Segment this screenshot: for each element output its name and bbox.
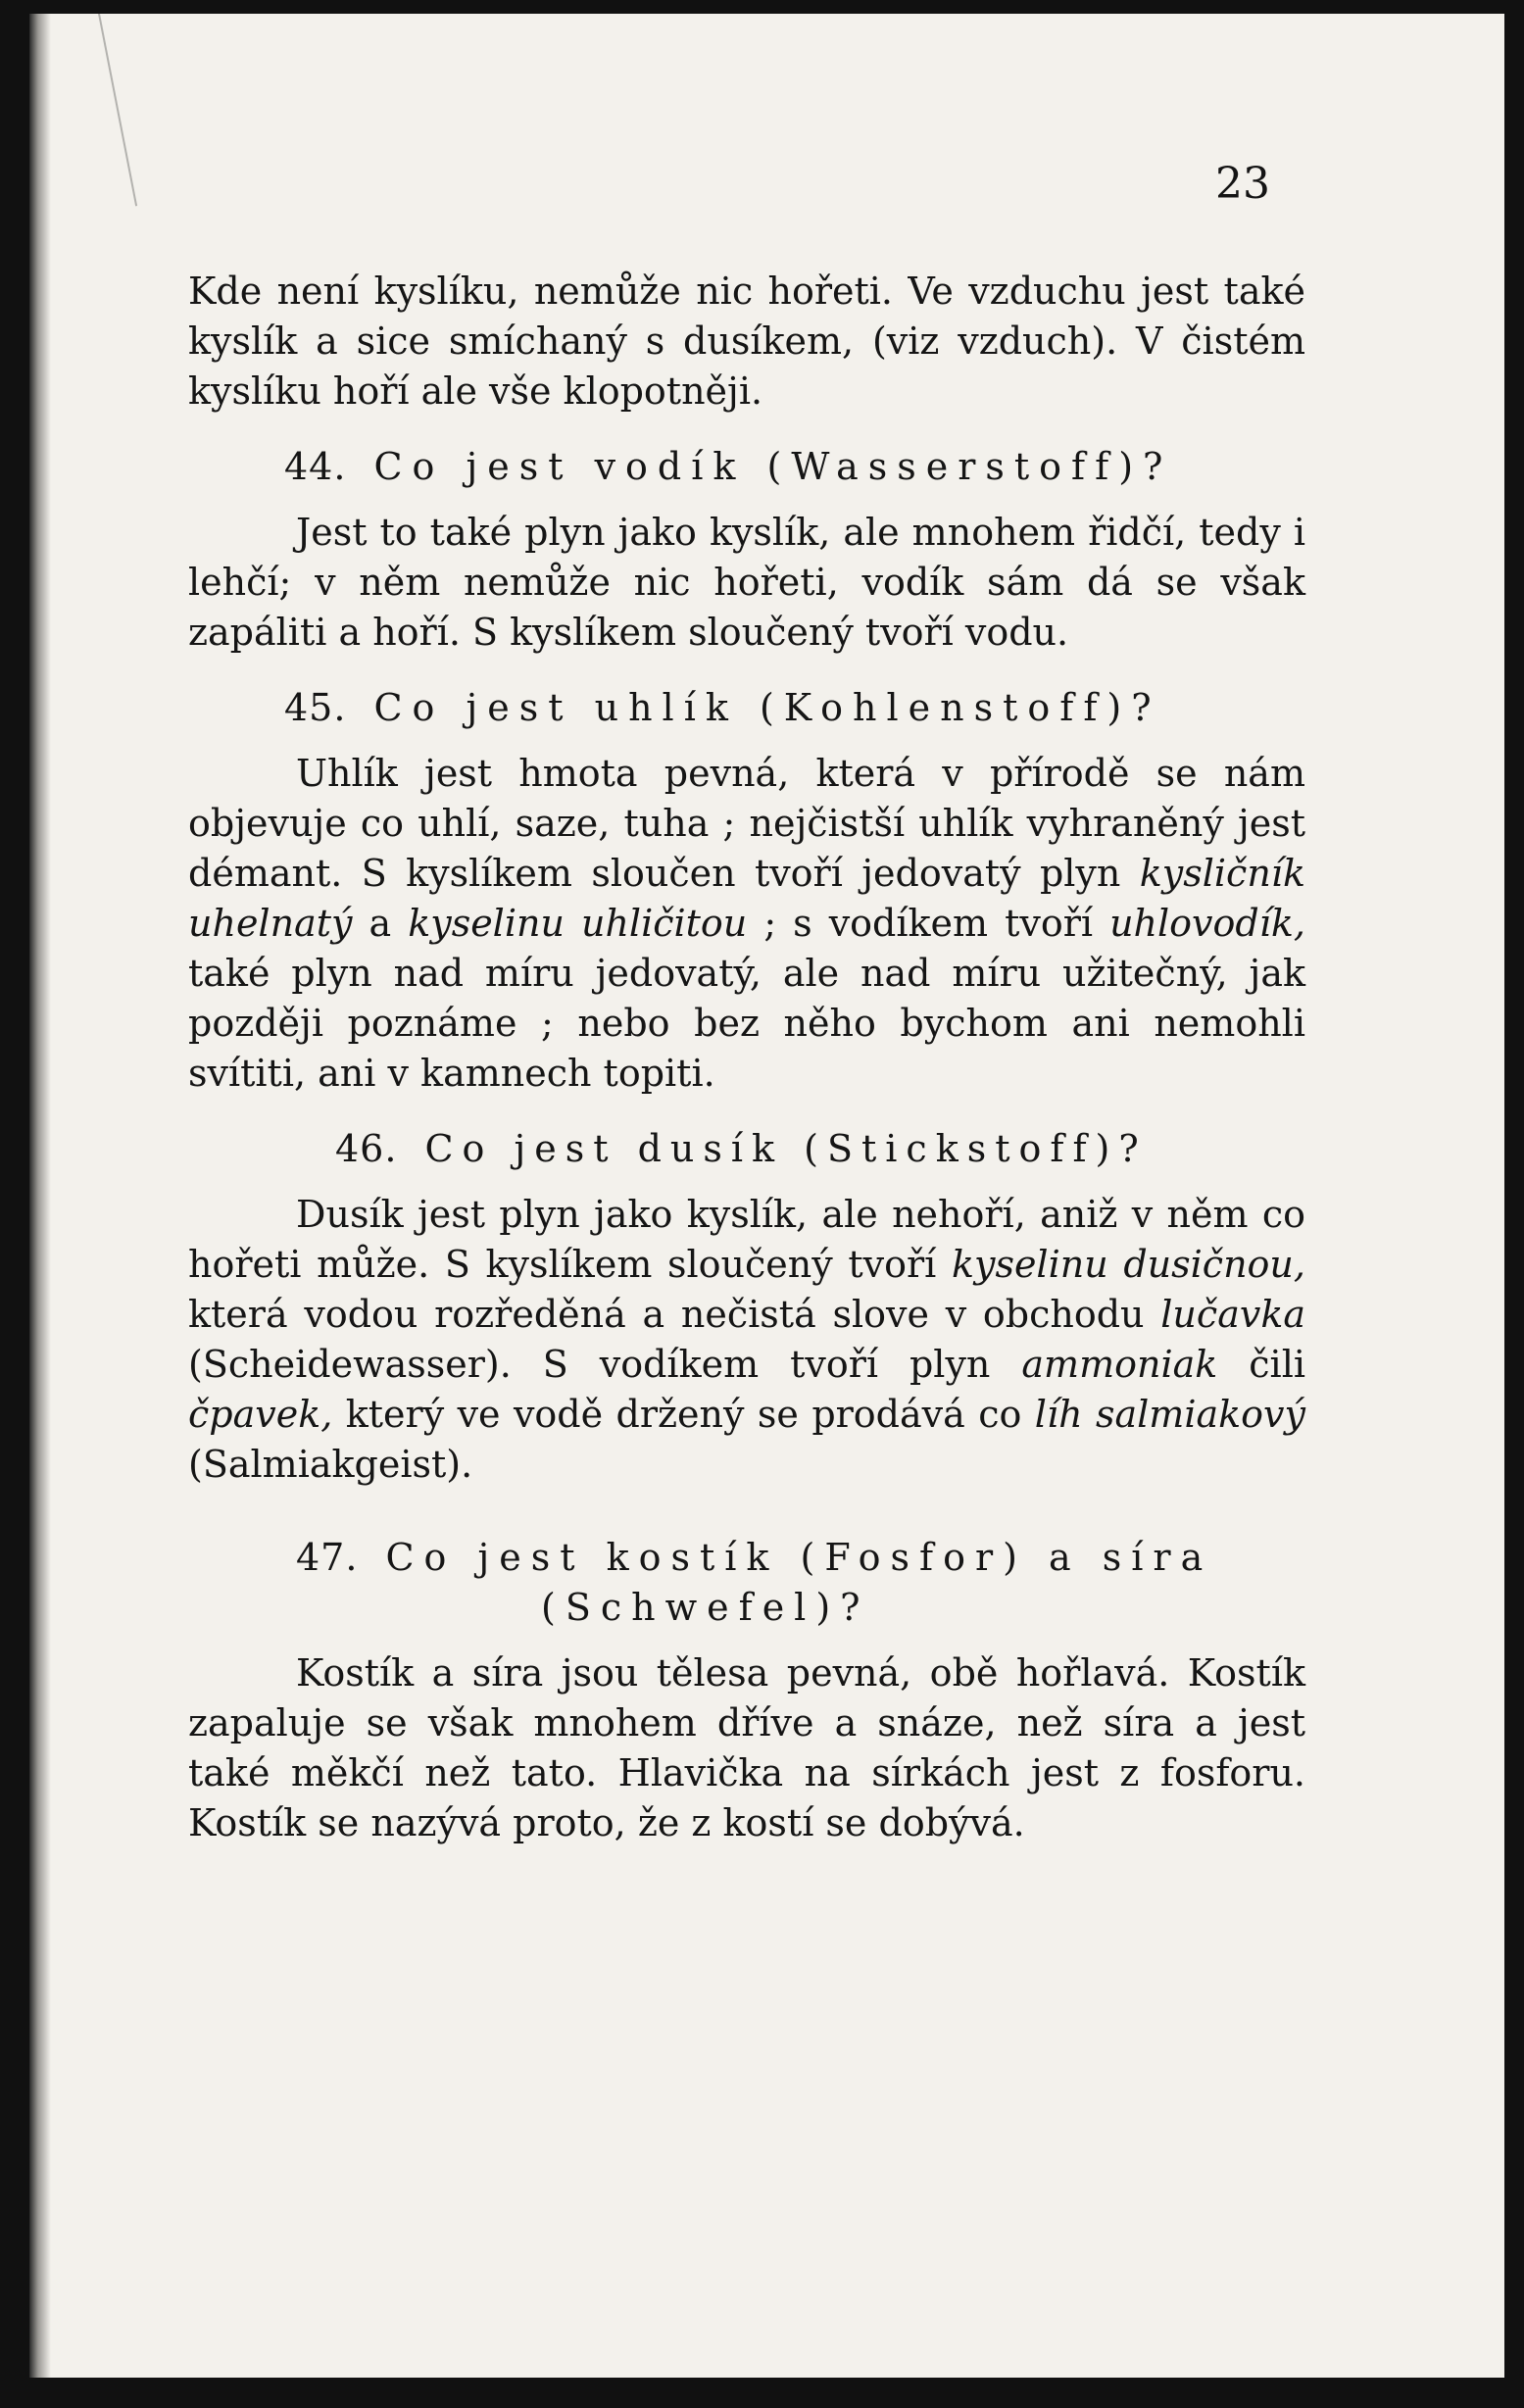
answer-44: Jest to také plyn jako kyslík, ale mnohem řidčí, tedy i lehčí; v něm nemůže nic hořeti, vodík sám dá se však zapáliti a hoří. S kyslíkem sloučený tvoří vodu.	[188, 511, 1305, 654]
term-uhlovodik: uhlovodík,	[1109, 902, 1305, 945]
binding-edge-shadow	[29, 14, 51, 2378]
question-47-title-line-1: Co jest kostík (Fosfor) a síra	[385, 1536, 1213, 1579]
question-47-title-line-2: (Schwefel)?	[541, 1586, 870, 1629]
book-page	[29, 14, 1504, 2378]
question-47-number: 47.	[296, 1536, 359, 1579]
answer-47: Kostík a síra jsou tělesa pevná, obě hořlavá. Kostík zapaluje se však mnohem dříve a snáze, než síra a jest také měkčí než tato. Hlavička na sírkách jest z fosforu. Kostík se nazývá proto, že z kostí se dobývá.	[188, 1651, 1305, 1844]
question-45-heading	[188, 683, 1305, 733]
answer-45-part-1: Uhlík jest hmota pevná, která v přírodě se nám objevuje co uhlí, saze, tuha ; nejčistší uhlík vyhraněný jest démant. S kyslíkem sloučen tvoří jedovatý plyn	[188, 752, 1305, 895]
question-45-title: Co jest uhlík (Kohlenstoff)?	[373, 686, 1161, 729]
answer-45	[188, 749, 1305, 1099]
answer-46-part-5: který ve vodě držený se prodává co	[332, 1393, 1035, 1436]
term-kyslicnik-uhelnaty: kysličník uhelnatý	[188, 852, 1305, 945]
question-44-number: 44.	[284, 445, 347, 488]
page-fold-line	[98, 14, 137, 206]
answer-46-part-4: čili	[1217, 1343, 1305, 1386]
question-46-number: 46.	[335, 1127, 398, 1170]
question-46-heading	[188, 1124, 1305, 1174]
term-kyselina-uhlicita: kyselinu uhličitou	[408, 902, 748, 945]
term-lucavka: lučavka	[1160, 1293, 1305, 1336]
question-44-title: Co jest vodík (Wasserstoff)?	[373, 445, 1173, 488]
intro-paragraph: Kde není kyslíku, nemůže nic hořeti. Ve vzduchu jest také kyslík a sice smíchaný s dusíkem, (viz vzduch). V čistém kyslíku hoří ale vše klopotněji.	[188, 270, 1305, 413]
text-block	[188, 267, 1305, 1848]
term-lih-salmiakovy: líh salmiakový	[1034, 1393, 1305, 1436]
answer-46-part-6: (Salmiakgeist).	[188, 1443, 473, 1486]
question-46-title: Co jest dusík (Stickstoff)?	[424, 1127, 1148, 1170]
term-ammoniak: ammoniak	[1021, 1343, 1218, 1386]
term-cpavek: čpavek,	[188, 1393, 333, 1436]
term-kyselina-dusicna: kyselinu dusičnou,	[951, 1243, 1305, 1286]
answer-46	[188, 1190, 1305, 1490]
answer-45-part-2: a	[352, 902, 409, 945]
answer-46-part-3: (Scheidewasser). S vodíkem tvoří plyn	[188, 1343, 1022, 1386]
question-45-number: 45.	[284, 686, 347, 729]
question-44-heading	[188, 442, 1305, 492]
answer-46-part-2: která vodou rozředěná a nečistá slove v obchodu	[188, 1293, 1161, 1336]
answer-46-part-1: Dusík jest plyn jako kyslík, ale nehoří, aniž v něm co hořeti může. S kyslíkem sloučený tvoří	[188, 1193, 1305, 1286]
question-47-heading	[188, 1533, 1305, 1633]
page-number: 23	[1215, 159, 1270, 209]
answer-45-part-3: ; s vodíkem tvoří	[747, 902, 1110, 945]
answer-45-part-4: také plyn nad míru jedovatý, ale nad míru užitečný, jak později poznáme ; nebo bez něho bychom ani nemohli svítiti, ani v kamnech topiti.	[188, 952, 1305, 1095]
